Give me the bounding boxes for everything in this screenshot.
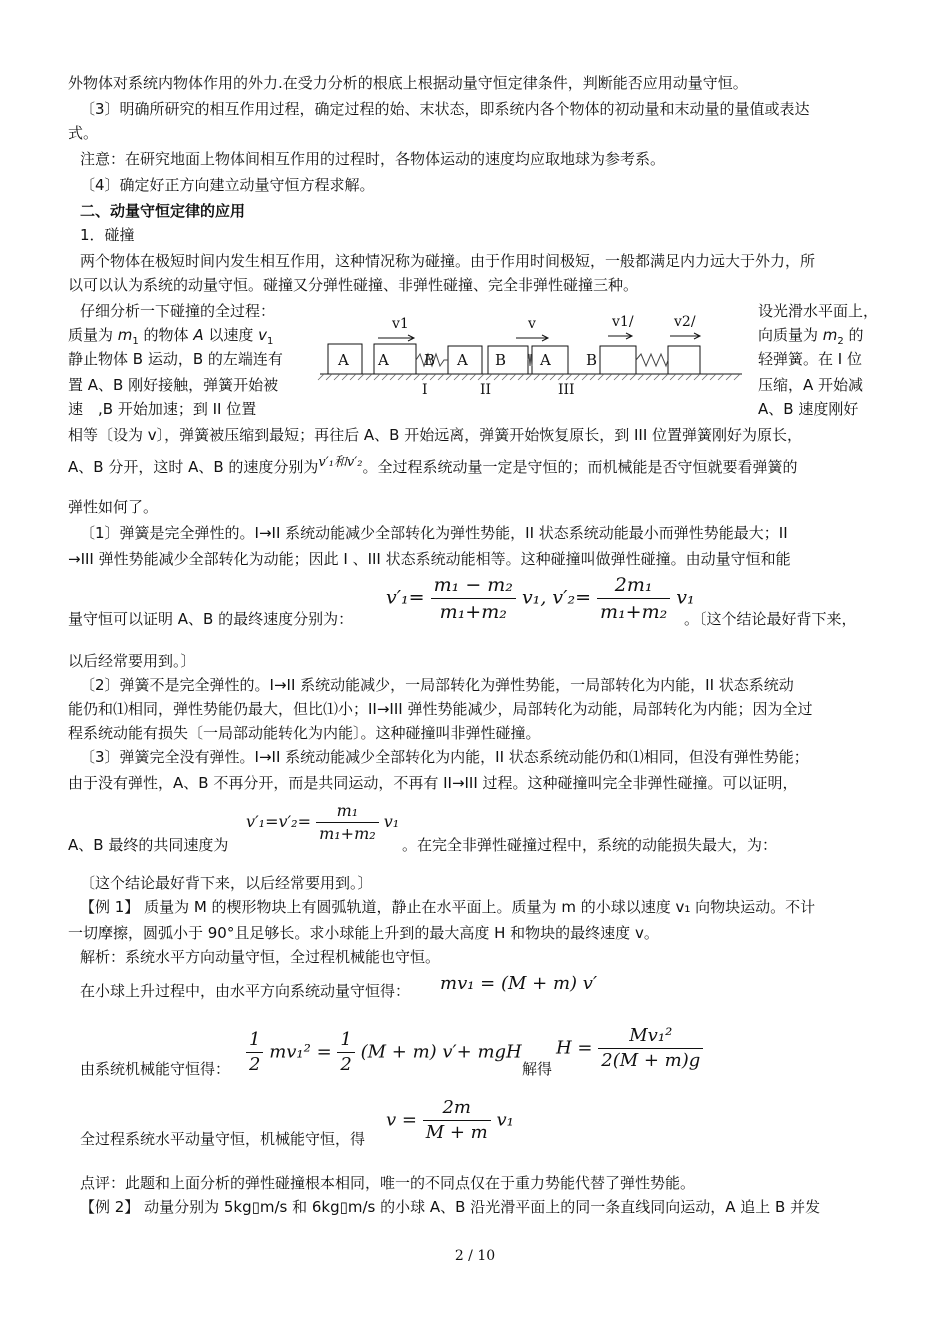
ground-hatch — [406, 374, 412, 380]
text-line: 〔4〕确定好正方向建立动量守恒方程求解。 — [80, 176, 375, 194]
ground-hatch — [326, 374, 332, 380]
ground-hatch — [606, 374, 612, 380]
position-label: II — [480, 382, 492, 398]
ground-hatch — [462, 374, 468, 380]
block-label: B — [586, 351, 598, 369]
ground-hatch — [598, 374, 604, 380]
ground-hatch — [726, 374, 732, 380]
text-line: 两个物体在极短时间内发生相互作用，这种情况称为碰撞。由于作用时间极短，一般都满足内力远大于外力，所 — [80, 252, 816, 270]
text-line: 在小球上升过程中，由水平方向系统动量守恒得： — [80, 982, 411, 1000]
text-line: 【例 1】 质量为 M 的楔形物块上有圆弧轨道，静止在水平面上。质量为 m 的小球以速度 v₁ 向物块运动。不计 — [80, 898, 816, 916]
ground-hatch — [334, 374, 340, 380]
ground-hatch — [366, 374, 372, 380]
velocity-pair: v′₁和v′₂ — [318, 455, 363, 470]
ground-hatch — [582, 374, 588, 380]
ground-hatch — [654, 374, 660, 380]
text-line: 〔3〕弹簧完全没有弹性。I→II 系统动能减少全部转化为内能，II 状态系统动能仍和⑴相同，但没有弹性势能； — [80, 748, 809, 766]
block-label: A — [378, 351, 389, 369]
section-heading: 二、动量守恒定律的应用 — [80, 202, 246, 220]
text-line: 一切摩擦，圆弧小于 90°且足够长。求小球能上升到的最大高度 H 和物块的最终速度 v。 — [68, 924, 659, 942]
position-label: I — [422, 382, 428, 398]
ground-hatch — [590, 374, 596, 380]
ground-hatch — [494, 374, 500, 380]
ground-hatch — [518, 374, 524, 380]
text-line: 。〔这个结论最好背下来， — [684, 610, 857, 628]
collision-diagram — [316, 306, 746, 406]
text-line: 以可以认为系统的动量守恒。碰撞又分弹性碰撞、非弹性碰撞、完全非弹性碰撞三种。 — [68, 276, 639, 294]
height-formula: H = $\frac{\text{Mv₁²}}{2(M + m)g}$ — [556, 1024, 703, 1073]
ground-hatch — [390, 374, 396, 380]
ground-hatch — [318, 374, 324, 380]
ground-hatch — [382, 374, 388, 380]
ground-hatch — [646, 374, 652, 380]
ground-hatch — [558, 374, 564, 380]
ground-hatch — [678, 374, 684, 380]
ground-hatch — [718, 374, 724, 380]
ground-hatch — [614, 374, 620, 380]
text-line: 全过程系统水平动量守恒，机械能守恒，得 — [80, 1130, 366, 1148]
text-line: 向质量为 $m_2$ 的 — [758, 326, 864, 347]
text-line: 质量为 $m_1$ 的物体 A 以速度 $v_1$ — [68, 326, 274, 347]
final-velocity-formula: v = $\frac{2m}{M + m}$ v₁ — [386, 1097, 514, 1143]
ground-hatch — [734, 374, 740, 380]
text-line: 弹性如何了。 — [68, 498, 159, 516]
text-line: 〔这个结论最好背下来，以后经常要用到。〕 — [80, 874, 373, 892]
text-line: 〔2〕弹簧不是完全弹性的。I→II 系统动能减少，一局部转化为弹性势能，一局部转化为内能，II 状态系统动 — [80, 676, 794, 694]
ground-hatch — [398, 374, 404, 380]
text-line: 以后经常要用到。〕 — [68, 652, 196, 670]
ground-hatch — [542, 374, 548, 380]
text-line: 相等〔设为 v〕，弹簧被压缩到最短；再往后 A、B 开始远离，弹簧开始恢复原长，到 III 位置弹簧刚好为原长， — [68, 426, 803, 444]
block-label: B — [495, 351, 507, 369]
text-line: 由于没有弹性，A、B 不再分开，而是共同运动，不再有 II→III 过程。这种碰撞叫完全非弹性碰撞。可以证明， — [68, 774, 798, 792]
text-line: 【例 2】 动量分别为 5kg▯m/s 和 6kg▯m/s 的小球 A、B 沿光滑平面上的同一条直线同向运动，A 追上 B 并发 — [80, 1198, 821, 1216]
text-line: 。在完全非弹性碰撞过程中，系统的动能损失最大，为： — [402, 836, 778, 854]
text-line: 程系统动能有损失〔一局部动能转化为内能〕。这种碰撞叫非弹性碰撞。 — [68, 724, 541, 742]
text-line: 注意：在研究地面上物体间相互作用的过程时，各物体运动的速度均应取地球为参考系。 — [80, 150, 666, 168]
text-line: 能仍和⑴相同，弹性势能仍最大，但比⑴小；II→III 弹性势能减少，局部转化为动能，局部转化为内能；因为全过 — [68, 700, 813, 718]
ground-hatch — [630, 374, 636, 380]
block — [600, 346, 636, 374]
text-line: 压缩，A 开始减 — [758, 376, 864, 394]
ground-hatch — [574, 374, 580, 380]
text-line: 置 A、B 刚好接触，弹簧开始被 — [68, 376, 279, 394]
ground-hatch — [358, 374, 364, 380]
block-label: A — [457, 351, 468, 369]
text-line: 量守恒可以证明 A、B 的最终速度分别为： — [68, 610, 354, 628]
text-line: 式。 — [68, 124, 99, 142]
ground-hatch — [486, 374, 492, 380]
text-line: 〔1〕弹簧是完全弹性的。I→II 系统动能减少全部转化为弹性势能，II 状态系统动能最小而弹性势能最大；II — [80, 524, 788, 542]
elastic-formula: v′₁= $\frac{\text{m₁ − m₂}}{\text{m₁+m₂}}$ v₁, v′₂= $\frac{\text{2m₁}}{\text{m₁+m₂}}$ v₁ — [386, 574, 695, 623]
position-label: III — [558, 382, 575, 398]
ground-hatch — [622, 374, 628, 380]
ground-hatch — [438, 374, 444, 380]
ground-hatch — [686, 374, 692, 380]
block-label: A — [540, 351, 551, 369]
ground-hatch — [430, 374, 436, 380]
ground-hatch — [702, 374, 708, 380]
label-v1: v1 — [392, 316, 409, 332]
text-line: 外物体对系统内物体作用的外力.在受力分析的根底上根据动量守恒定律条件，判断能否应用动量守恒。 — [68, 74, 748, 92]
text-line: 由系统机械能守恒得： — [80, 1060, 231, 1078]
ground-hatch — [502, 374, 508, 380]
text-line: 仔细分析一下碰撞的全过程： — [80, 302, 276, 320]
ground-hatch — [566, 374, 572, 380]
text-line: →III 弹性势能减少全部转化为动能；因此 I 、III 状态系统动能相等。这种碰撞叫做弹性碰撞。由动量守恒和能 — [68, 550, 791, 568]
label-v: v — [528, 316, 536, 332]
ground-hatch — [478, 374, 484, 380]
ground-hatch — [662, 374, 668, 380]
text-line: 速 ,B 开始加速；到 II 位置 — [68, 400, 257, 418]
ground-hatch — [446, 374, 452, 380]
ground-hatch — [526, 374, 532, 380]
subsection-heading: 1．碰撞 — [80, 226, 135, 244]
block-label: A — [338, 351, 349, 369]
ground-hatch — [550, 374, 556, 380]
ground-hatch — [414, 374, 420, 380]
text-line: 〔3〕明确所研究的相互作用过程，确定过程的始、末状态，即系统内各个物体的初动量和末动量的量值或表达 — [80, 100, 810, 118]
ground-hatch — [534, 374, 540, 380]
inelastic-formula: v′₁=v′₂= $\frac{\text{m₁}}{\text{m₁+m₂}}$ v₁ — [246, 801, 400, 843]
ground-hatch — [350, 374, 356, 380]
energy-equation: $\frac{1}{2}$ mv₁² = $\frac{1}{2}$ (M + m) v′+ mgH — [246, 1028, 522, 1077]
text-line: 设光滑水平面上， — [758, 302, 879, 320]
label-v2-prime: v2/ — [674, 314, 696, 330]
ground-hatch — [510, 374, 516, 380]
ground-hatch — [694, 374, 700, 380]
text-line: 解析：系统水平方向动量守恒，全过程机械能也守恒。 — [80, 948, 441, 966]
text-line: 轻弹簧。在 I 位 — [758, 350, 862, 368]
text-line: 点评：此题和上面分析的弹性碰撞根本相同，唯一的不同点仅在于重力势能代替了弹性势能。 — [80, 1174, 696, 1192]
text-line: A、B 速度刚好 — [758, 400, 859, 418]
ground-hatch — [710, 374, 716, 380]
block-label: B — [424, 351, 436, 369]
ground-hatch — [374, 374, 380, 380]
ground-hatch — [670, 374, 676, 380]
block — [488, 346, 528, 374]
text-line: 解得 — [522, 1060, 553, 1078]
momentum-equation: mv₁ = (M + m) v′ — [440, 973, 598, 994]
ground-hatch — [470, 374, 476, 380]
ground-hatch — [422, 374, 428, 380]
label-v1-prime: v1/ — [612, 314, 634, 330]
text-line: A、B 分开，这时 A、B 的速度分别为v′₁和v′₂。全过程系统动量一定是守恒的；而机械能是否守恒就要看弹簧的 — [68, 455, 798, 476]
text-line: 静止物体 B 运动，B 的左端连有 — [68, 350, 283, 368]
block — [668, 346, 700, 374]
ground-hatch — [638, 374, 644, 380]
text-line: A、B 最终的共同速度为 — [68, 836, 229, 854]
ground-hatch — [454, 374, 460, 380]
ground-hatch — [342, 374, 348, 380]
page-number: 2 / 10 — [454, 1248, 496, 1264]
